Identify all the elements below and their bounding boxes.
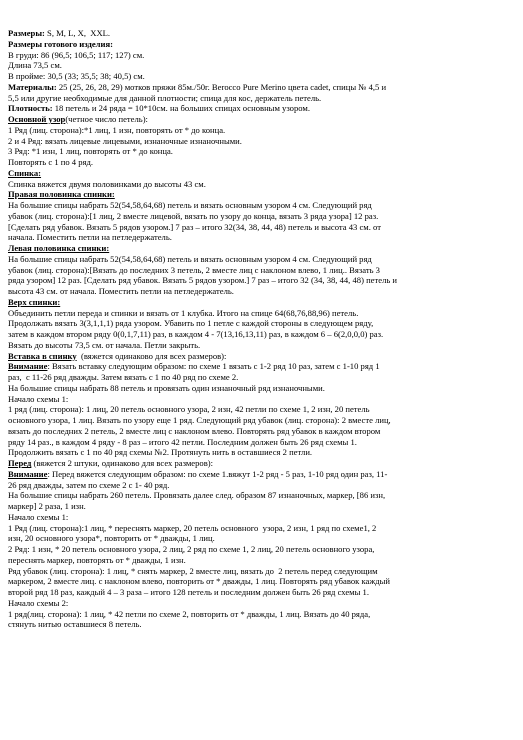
heading-label: Основной узор (8, 114, 66, 124)
text-line: Начало схемы 2: (8, 597, 69, 608)
text-line: маркер] 2 раза, 1 изн. (8, 501, 86, 511)
line-text: (вяжется 2 штуки, одинаково для всех размеров): (31, 458, 214, 468)
text-line: На большие спицы набрать 52(54,58,64,68) петель и вязать основным узором 4 см. Следующий ряд (8, 200, 372, 210)
text-line: начала. Поместить петли на петледержатель. (8, 232, 172, 243)
text-line (8, 469, 499, 480)
text-line: убавок (лиц. сторона):[Вязать до последних 3 петель, 2 вместе лиц с наклоном влево, 1 лиц.. Вязать 3 (8, 264, 380, 275)
heading-label: Плотность: (8, 103, 53, 114)
text-line: ряда узором] 12 раз. [Сделать ряд убавок. Вязать 5 рядов узором.] 7 раз – итого 32 (34, 38, 44, 48) петель и (8, 275, 398, 286)
text-line: 1 Ряд (лиц. сторона):1 лиц, * переснять маркер, 20 петель основного узора, 2 изн, 1 ряд по схеме1, 2 (8, 522, 377, 533)
text-line: ряду 14 раз., в каждом 4 ряду - 8 раз – итого 42 петли. Последним должен быть 26 ряд схемы 1. (8, 436, 357, 447)
text-line: На большие спицы набрать 260 петель. Провязать далее след. образом 87 изнаночных, маркер, [86 изн, (8, 490, 386, 501)
text-line (8, 458, 499, 469)
text-line: 2 Ряд: 1 изн, * 20 петель основного узора, 2 лиц, 2 ряд по схеме 1, 2 лиц, 20 петель основного узора, (8, 544, 375, 554)
text-line: Повторять с 1 по 4 ряд. (8, 157, 94, 167)
line-text: : Вязать вставку следующим образом: по схеме 1 вязать с 1-2 ряд 10 раз, затем с 1-10 ряд 1 (47, 361, 380, 372)
text-line: 5,5 или другие необходимые для данной плотности; спица для кос, держатель петель. (8, 92, 322, 103)
text-line: высота 43 см. от начала. Поместить петли на петледержатель. (8, 286, 234, 296)
line-text: S, M, L, X, XXL. (44, 28, 111, 38)
text-line: Длина 73,5 см. (8, 60, 62, 71)
heading-label: Вставка в спинку (8, 350, 77, 361)
text-line (8, 114, 499, 125)
section-heading: Размеры готового изделия: (8, 38, 113, 49)
text-line: раз, с 11-26 ряд дважды. Затем вязать с 1 по 40 ряд по схеме 2. (8, 372, 239, 382)
heading-label: Внимание (8, 361, 48, 372)
text-line: изн, 20 основного узора*, повторить от * дважды, 1 лиц. (8, 533, 215, 544)
line-text: 18 петель и 24 ряда = 10*10см. на больших спицах основным узором. (52, 103, 310, 114)
section-heading: Левая половинка спинки: (8, 243, 110, 253)
text-line: 1 ряд(лиц. сторона): 1 лиц, * 42 петли по схеме 2, повторить от * дважды, 1 лиц. Вязать до 40 ряда, (8, 608, 371, 619)
text-line: вязать до последних 2 петель, 2 вместе лиц с наклоном влево. Повторять ряд убавок в каждом втором (8, 425, 381, 436)
line-text: (четное число петель): (65, 114, 148, 124)
text-line: стянуть нитью оставшиеся 8 петель. (8, 619, 142, 630)
heading-label: Материалы: (8, 81, 57, 92)
heading-label: Размеры: (8, 28, 45, 38)
text-line: 26 ряд дважды, затем по схеме 2 с 1- 40 ряд. (8, 479, 170, 490)
text-line (8, 351, 499, 362)
text-line: Начало схемы 1: (8, 511, 69, 522)
heading-label: Перед (8, 458, 32, 468)
text-line: 2 и 4 Ряд: вязать лицевые лицевыми, изнаночные изнаночными. (8, 135, 242, 146)
text-line: Объединить петли переда и спинки и вязать от 1 клубка. Итого на спице 64(68,76,88,96) петель. (8, 307, 359, 318)
text-line: убавок (лиц. сторона):[1 лиц, 2 вместе лицевой, вязать по узору до конца, вязать 3 ряда узора] 12 раз. (8, 210, 379, 221)
text-line (8, 82, 499, 93)
text-line: На большие спицы набрать 52(54,58,64,68) петель и вязать основным узором 4 см. Следующий ряд (8, 253, 372, 264)
section-heading: Верх спинки: (8, 296, 61, 307)
section-heading: Спинка: (8, 167, 42, 178)
text-line (8, 361, 499, 372)
text-line: основного узора, 1 лиц. Вязать по узору еще 1 ряд. Следующий ряд убавок (лиц. сторона): 2 вместе лиц, (8, 415, 391, 425)
line-text: (вяжется одинаково для всех размеров): (76, 350, 227, 361)
text-line: второй ряд 18 раз, каждый 4 – 3 раза – итого 128 петель и последним должен быть 26 ряд схемы 1. (8, 587, 369, 597)
text-line: Спинка вяжется двумя половинками до высоты 43 см. (8, 178, 206, 189)
text-line (8, 103, 499, 114)
text-line: На большие спицы набрать 88 петель и провязать один изнаночный ряд изнаночными. (8, 382, 325, 393)
text-line: [Сделать ряд убавок. Вязать 5 рядов узором.] 7 раз – итого 32(34, 38, 44, 48) петель и высота 43 см. от (8, 221, 381, 232)
text-line: затем в каждом втором ряду 0(0,1,7,11) раз, в каждом 4 - 7(13,16,13,11) раз, в каждом 6 – 6(2,0,0,0) раз. (8, 329, 384, 339)
text-line: маркером, 2 вместе лиц. с наклоном влево, повторить от * дважды, 1 лиц. Повторять ряд убавок каждый (8, 576, 390, 587)
line-text: : Перед вяжется следующим образом: по схеме 1.вяжут 1-2 ряд - 5 раз, 1-10 ряд один раз, 11- (47, 468, 388, 479)
text-line: В груди: 86 (96,5; 106,5; 117; 127) см. (8, 49, 145, 60)
text-line: Продолжать вязать 3(3,1,1,1) ряда узором. Убавить по 1 петле с каждой стороны в следующем ряду, (8, 318, 374, 329)
text-line: 3 Ряд: *1 изн, 1 лиц, повторять от * до конца. (8, 146, 173, 157)
line-text: 25 (25, 26, 28, 29) мотков пряжи 85м./50г. Berocco Pure Merino цвета cadet, спицы № 4,5 и (56, 81, 387, 92)
text-line: Начало схемы 1: (8, 393, 69, 404)
text-line: Продолжить вязать с 1 по 40 ряд схемы №2. Протянуть нить в оставшиеся 2 петли. (8, 447, 313, 458)
text-line: 1 Ряд (лиц. сторона):*1 лиц, 1 изн, повторять от * до конца. (8, 124, 226, 135)
section-heading: Правая половинка спинки: (8, 189, 115, 200)
text-line: В пройме: 30,5 (33; 35,5; 38; 40,5) см. (8, 71, 145, 81)
heading-label: Внимание (8, 468, 48, 479)
text-line (8, 28, 499, 39)
text-line: Ряд убавок (лиц. сторона): 1 лиц, * снять маркер, 2 вместе лиц, вязать до 2 петель перед следующим (8, 565, 378, 576)
text-line: переснять маркер, повторять от * дважды, 1 изн. (8, 554, 186, 565)
text-line: 1 ряд (лиц. сторона): 1 лиц, 20 петель основного узора, 2 изн, 42 петли по схеме 1, 2 изн, 20 петель (8, 404, 370, 415)
text-line: Вязать до высоты 73,5 см. от начала. Петли закрыть. (8, 339, 201, 350)
